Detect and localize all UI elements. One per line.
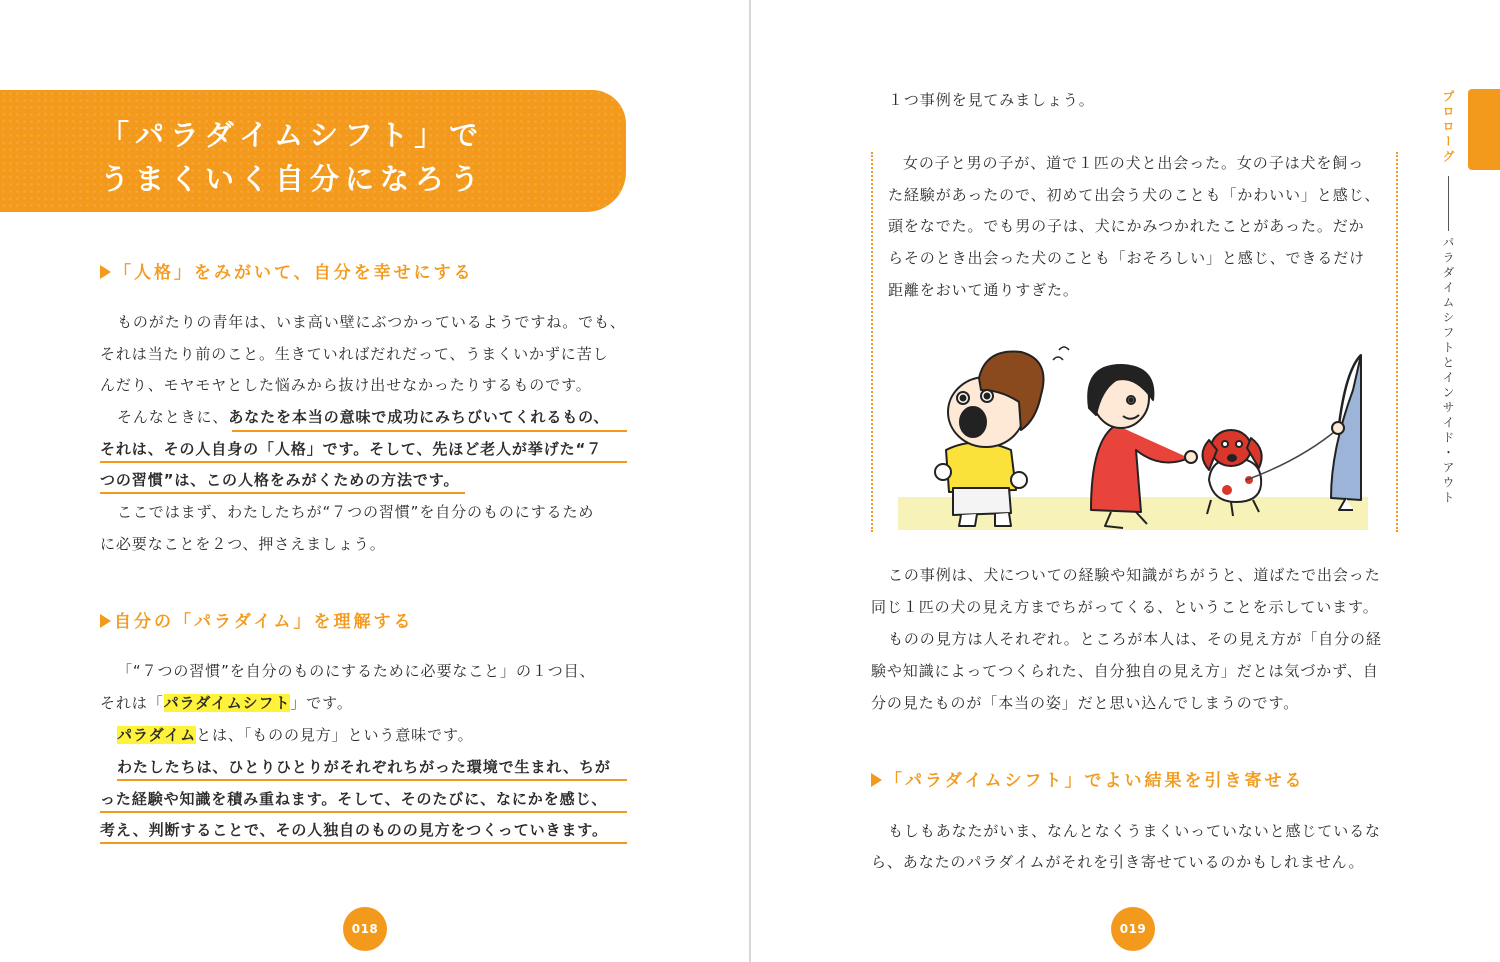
triangle-bullet-icon <box>100 265 111 279</box>
example-text-line: らそのとき出会った犬のことも「おそろしい」と感じ、できるだけ <box>888 249 1366 267</box>
text-run: とは、「ものの見方」という意味です。 <box>196 726 474 744</box>
text-line <box>100 692 353 713</box>
emphasis-underline <box>117 779 627 781</box>
dog-owner-figure <box>1331 355 1361 510</box>
dog-encounter-illustration <box>891 330 1381 535</box>
side-chapter-label: プロローグ <box>1441 90 1455 165</box>
text-run: それは「 <box>100 694 164 712</box>
chapter-tab <box>1468 89 1500 170</box>
emphasis-text-line: わたしたちは、ひとりひとりがそれぞれちがった環境で生まれ、ちが <box>117 758 611 776</box>
text-line: 「“７つの習慣”を自分のものにするために必要なこと」の１つ目、 <box>117 662 596 680</box>
text-line: それは当たり前のこと。生きていればだれだって、うまくいかずに苦し <box>100 345 609 363</box>
emphasis-text-line: 考え、判断することで、その人独自のものの見方をつくっていきます。 <box>100 821 608 839</box>
section-heading-3-text: 「パラダイムシフト」でよい結果を引き寄せる <box>885 771 1305 791</box>
triangle-bullet-icon <box>100 614 111 628</box>
section-heading-2 <box>100 607 414 632</box>
emphasis-text-line: つの習慣”は、この人格をみがくための方法です。 <box>100 471 460 489</box>
side-subtitle-label: パラダイムシフトとインサイド・アウト <box>1441 236 1455 506</box>
text-line: ものがたりの青年は、いま高い壁にぶつかっているようですね。でも、 <box>117 313 626 331</box>
example-text-line: 頭をなでた。でも男の子は、犬にかみつかれたことがあった。だか <box>888 217 1365 235</box>
emphasis-text: あなたを本当の意味で成功にみちびいてくれるもの、 <box>228 408 610 426</box>
example-text-line: 距離をおいて通りすぎた。 <box>888 281 1079 299</box>
side-divider <box>1448 176 1449 231</box>
section-heading-1 <box>100 258 474 283</box>
emphasis-underline <box>100 811 627 813</box>
text-line: この事例は、犬についての経験や知識がちがうと、道ばたで出会った <box>888 566 1381 584</box>
section-heading-3 <box>871 766 1305 791</box>
highlighted-term: パラダイムシフト <box>163 694 291 712</box>
right-page <box>751 0 1500 962</box>
emphasis-underline <box>100 492 465 494</box>
page-title-line-1: 「パラダイムシフト」で <box>100 118 485 152</box>
example-text-line: 女の子と男の子が、道で１匹の犬と出会った。女の子は犬を飼っ <box>903 154 1365 172</box>
text-line: 験や知識によってつくられた、自分独自の見え方」だとは気づかず、自 <box>871 662 1379 680</box>
text-line: 分の見たものが「本当の姿」だと思い込んでしまうのです。 <box>871 694 1300 712</box>
text-line: んだり、モヤモヤとした悩みから抜け出せなかったりするものです。 <box>100 376 592 394</box>
text-run: 」です。 <box>290 694 353 712</box>
left-page <box>0 0 749 962</box>
example-box-right-border <box>1396 152 1398 532</box>
section-heading-1-text: 「人格」をみがいて、自分を幸せにする <box>114 263 474 283</box>
text-line: 同じ１匹の犬の見え方までちがってくる、ということを示しています。 <box>871 598 1379 616</box>
emphasis-underline <box>100 842 627 844</box>
text-line: もしもあなたがいま、なんとなくうまくいっていないと感じているな <box>888 822 1381 840</box>
text-line: ら、あなたのパラダイムがそれを引き寄せているのかもしれません。 <box>871 853 1365 871</box>
text-run: そんなときに、 <box>117 408 229 426</box>
text-line <box>117 724 474 745</box>
emphasis-underline <box>232 430 627 432</box>
emphasis-text-line: った経験や知識を積み重ねます。そして、そのたびに、なにかを感じ、 <box>100 790 608 808</box>
text-line: ものの見方は人それぞれ。ところが本人は、その見え方が「自分の経 <box>888 630 1382 648</box>
page-title-line-2: うまくいく自分になろう <box>100 162 486 196</box>
example-box-left-border <box>871 152 873 532</box>
text-line: ここではまず、わたしたちが“７つの習慣”を自分のものにするため <box>117 503 595 521</box>
highlighted-term: パラダイム <box>117 726 197 744</box>
text-line: に必要なことを２つ、押さえましょう。 <box>100 535 386 553</box>
example-text-line: た経験があったので、初めて出会う犬のことも「かわいい」と感じ、 <box>888 186 1381 204</box>
emphasis-underline <box>100 461 627 463</box>
page-number: 019 <box>1111 907 1155 951</box>
emphasis-text-line: それは、その人自身の「人格」です。そして、先ほど老人が挙げた“７ <box>100 440 603 458</box>
page-number: 018 <box>343 907 387 951</box>
intro-line: １つ事例を見てみましょう。 <box>888 91 1095 109</box>
section-heading-2-text: 自分の「パラダイム」を理解する <box>114 612 414 632</box>
text-line <box>117 406 609 427</box>
triangle-bullet-icon <box>871 773 882 787</box>
